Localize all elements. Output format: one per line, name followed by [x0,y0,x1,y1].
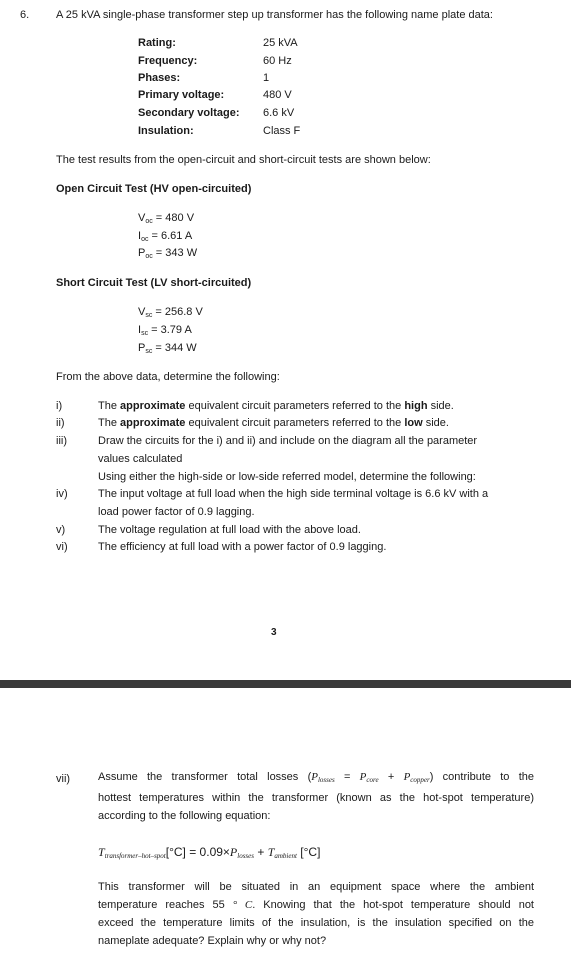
tests-intro: The test results from the open-circuit and short-circuit tests are shown below: [56,154,431,166]
item-number: v) [56,524,66,536]
hot-spot-equation: $T_{transformer-hot-spot}[^\circ C] = 0.09\times P_{losses} + T_{ambient}$ [°C] [98,845,321,860]
page-divider [0,680,571,688]
item-vii-paragraph-line: This transformer will be situated in an equipment space where the ambient [98,881,534,893]
nameplate-label: Secondary voltage: [138,107,240,119]
item-number: iv) [56,488,68,500]
nameplate-label: Frequency: [138,55,198,67]
using-line: Using either the high-side or low-side referred model, determine the following: [98,471,476,483]
nameplate-value: 1 [263,72,270,84]
oc-voltage: $V_{oc} = 480$ V [138,212,195,225]
item-iv-line: load power factor of 0.9 lagging. [98,506,255,518]
item-iv-line: The input voltage at full load when the high side terminal voltage is 6.6 kV with a [98,488,489,500]
item-iii-line: Draw the circuits for the i) and ii) and include on the diagram all the parameter [98,435,478,447]
item-number: i) [56,400,63,412]
item-i: The approximate equivalent circuit parameters referred to the high side. [98,400,454,412]
nameplate-label: Insulation: [138,125,194,137]
sc-test-heading: Short Circuit Test (LV short-circuited) [56,277,252,289]
determine-intro: From the above data, determine the following: [56,371,280,383]
sc-voltage: $V_{sc} = 256.8$ V [138,306,203,319]
item-vii-line: according to the following equation: [98,810,271,822]
item-number: vii) [56,773,71,785]
nameplate-label: Rating: [138,37,176,49]
page-number: 3 [271,627,277,638]
nameplate-label: Primary voltage: [138,89,225,101]
item-iii-line: values calculated [98,453,183,465]
item-ii: The approximate equivalent circuit parameters referred to the low side. [98,417,449,429]
oc-test-heading: Open Circuit Test (HV open-circuited) [56,183,252,195]
item-vii-line: hottest temperatures within the transformer (known as the hot-spot temperature) [98,792,534,804]
item-vii-paragraph-line: nameplate adequate? Explain why or why not? [98,935,327,947]
item-vi: The efficiency at full load with a power factor of 0.9 lagging. [98,541,387,553]
item-number: iii) [56,435,67,447]
nameplate-value: 60 Hz [263,55,292,67]
sc-power: $P_{sc} = 344$ W [138,342,197,355]
item-vii-paragraph-line: temperature reaches 55 ° C. Knowing that the hot-spot temperature should not [98,899,534,911]
item-number: ii) [56,417,65,429]
item-vii-line: Assume the transformer total losses $(P_{losses} = P_{core} + P_{copper})$ contribute to the [98,771,534,784]
item-number: vi) [56,541,68,553]
question-number: 6. [20,9,30,21]
sc-current: $I_{sc} = 3.79$ A [138,324,192,337]
question-intro: A 25 kVA single-phase transformer step up transformer has the following name plate data: [56,9,493,21]
nameplate-value: Class F [263,125,301,137]
nameplate-value: 6.6 kV [263,107,295,119]
nameplate-label: Phases: [138,72,181,84]
oc-power: $P_{oc} = 343$ W [138,247,198,260]
nameplate-value: 480 V [263,89,292,101]
item-v: The voltage regulation at full load with the above load. [98,524,361,536]
item-vii-paragraph-line: exceed the temperature limits of the insulation, is the insulation specified on the [98,917,534,929]
oc-current: $I_{oc} = 6.61$ A [138,230,193,243]
nameplate-value: 25 kVA [263,37,298,49]
